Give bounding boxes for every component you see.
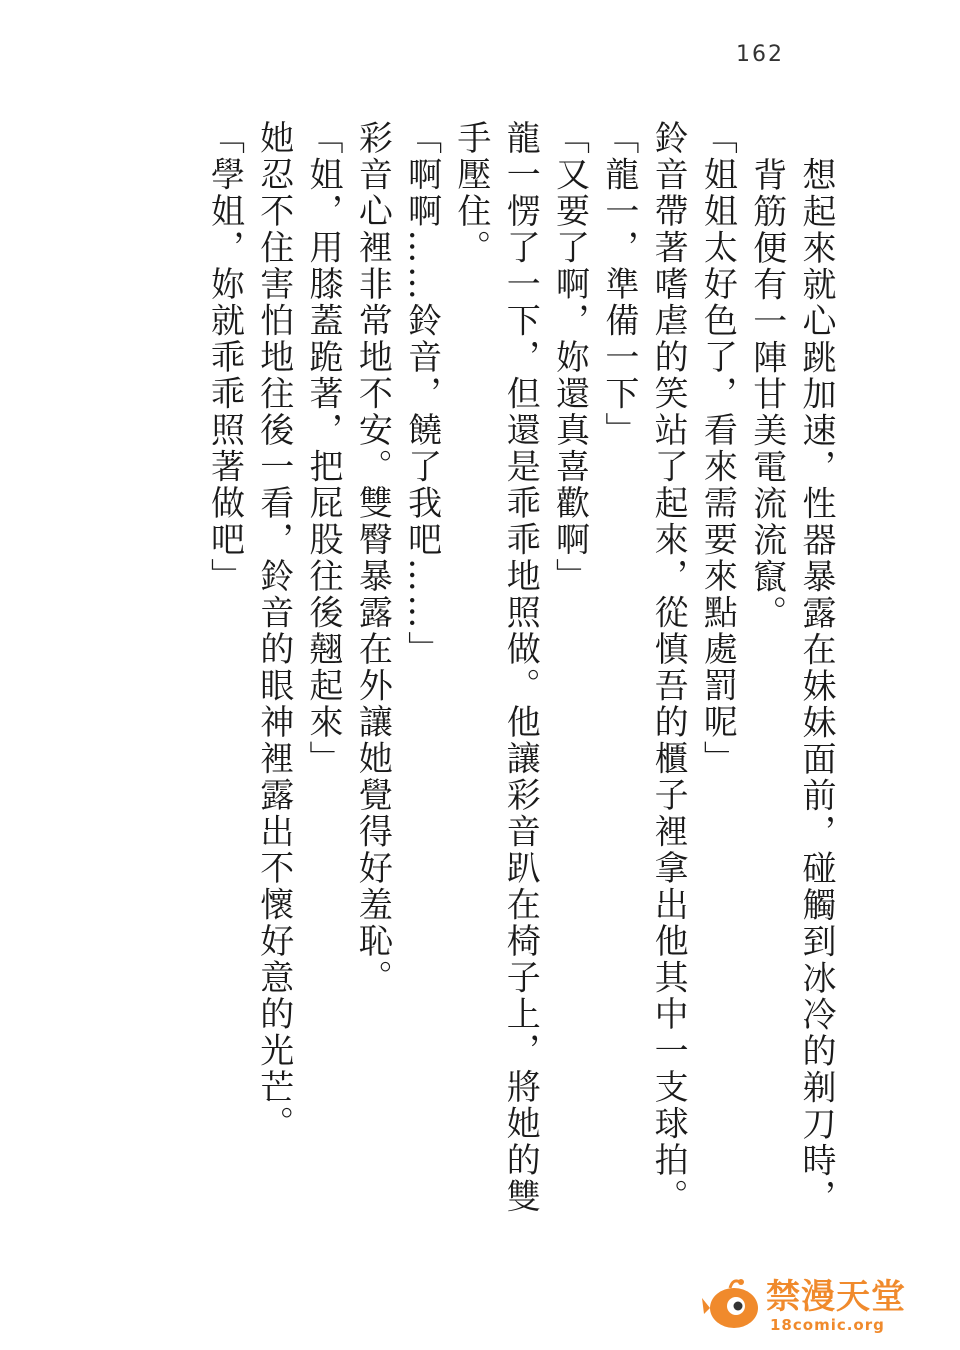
watermark: [700, 1270, 930, 1342]
page-number: 162: [736, 42, 784, 67]
paragraph-8: 彩音心裡非常地不安。雙臀暴露在外讓她覺得好羞恥。: [352, 120, 393, 996]
paragraph-1: 想起來就心跳加速，性器暴露在妹妹面前，碰觸到冰冷的剃刀時，背筋便有一陣甘美電流流竄。: [746, 157, 836, 1216]
paragraph-4: 「龍一，準備一下」: [598, 120, 639, 449]
vertical-text-body: [140, 120, 840, 1220]
paragraph-7: 「啊啊……鈴音，饒了我吧……」: [401, 120, 442, 668]
paragraph-10: 她忍不住害怕地往後一看，鈴音的眼神裡露出不懷好意的光芒。: [253, 120, 294, 1142]
paragraph-11: 「學姐，妳就乖乖照著做吧」: [204, 120, 245, 595]
paragraph-5: 「又要了啊，妳還真喜歡啊」: [549, 120, 590, 595]
paragraph-9: 「姐，用膝蓋跪著，把屁股往後翹起來」: [303, 120, 344, 777]
orange-creature-logo-icon: [700, 1276, 764, 1332]
watermark-name: 禁漫天堂: [766, 1277, 906, 1317]
paragraph-2: 「姐姐太好色了，看來需要來點處罰呢」: [697, 120, 738, 777]
paragraph-6: 龍一愣了一下，但還是乖乖地照做。他讓彩音趴在椅子上，將她的雙手壓住。: [450, 120, 541, 1215]
paragraph-3: 鈴音帶著嗜虐的笑站了起來，從慎吾的櫃子裡拿出他其中一支球拍。: [648, 120, 689, 1215]
watermark-url: 18comic.org: [770, 1316, 885, 1334]
